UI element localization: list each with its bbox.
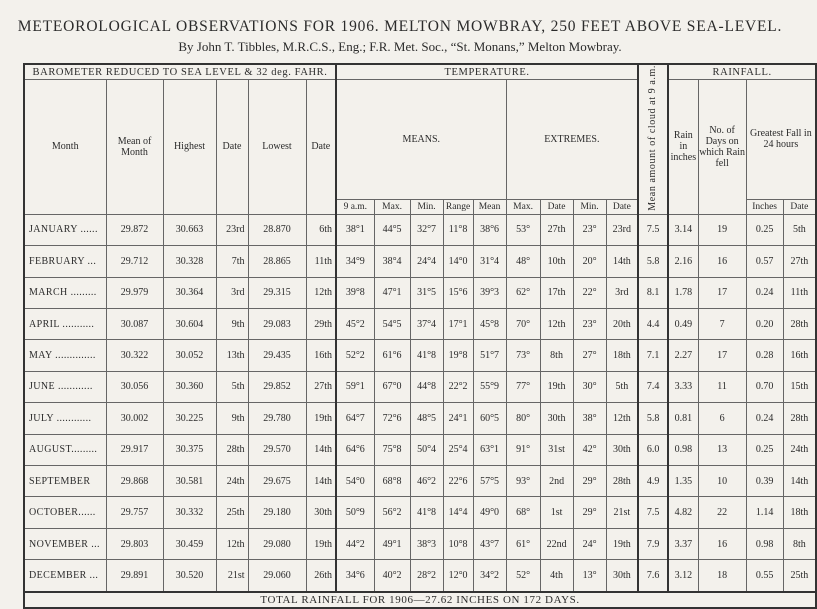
temp-9am: 38°1: [336, 214, 374, 245]
extreme-max-date: 1st: [540, 497, 573, 528]
highest-date: 13th: [216, 340, 248, 371]
greatest-fall-inches: 0.28: [746, 340, 783, 371]
lowest-date: 30th: [306, 497, 336, 528]
temp-range: 15°6: [443, 277, 473, 308]
extreme-max: 70°: [506, 308, 540, 339]
extreme-max-date: 30th: [540, 403, 573, 434]
extreme-min: 30°: [573, 371, 606, 402]
temp-range: 14°0: [443, 246, 473, 277]
greatest-fall-inches: 0.25: [746, 214, 783, 245]
extreme-min-date: 30th: [606, 434, 638, 465]
temp-mean-max: 72°6: [374, 403, 410, 434]
lowest-date-header: Date: [306, 80, 336, 215]
lowest-pressure: 29.315: [248, 277, 306, 308]
extreme-max: 68°: [506, 497, 540, 528]
lowest-date: 6th: [306, 214, 336, 245]
lowest-date: 27th: [306, 371, 336, 402]
cloud-amount: 7.5: [638, 497, 668, 528]
temp-mean-max: 68°8: [374, 466, 410, 497]
cloud-amount: 8.1: [638, 277, 668, 308]
temp-range: 14°4: [443, 497, 473, 528]
temp-mean-max: 49°1: [374, 528, 410, 559]
temp-mean: 63°1: [473, 434, 506, 465]
extreme-max-date: 27th: [540, 214, 573, 245]
temp-mean: 34°2: [473, 560, 506, 592]
temp-mean-min: 31°5: [410, 277, 443, 308]
extreme-min: 29°: [573, 497, 606, 528]
rain-days: 6: [698, 403, 746, 434]
greatest-inches-header: Inches: [746, 199, 783, 214]
month-name: OCTOBER......: [24, 497, 106, 528]
greatest-fall-inches: 0.98: [746, 528, 783, 559]
cloud-amount: 7.9: [638, 528, 668, 559]
nine-am-header: 9 a.m.: [336, 199, 374, 214]
lowest-pressure: 29.435: [248, 340, 306, 371]
extreme-min-date: 28th: [606, 466, 638, 497]
table-row: [24, 371, 816, 402]
temp-mean-max: 44°5: [374, 214, 410, 245]
extreme-min-date: 21st: [606, 497, 638, 528]
temp-mean-min: 46°2: [410, 466, 443, 497]
greatest-fall-date: 5th: [783, 214, 816, 245]
table-row: [24, 214, 816, 245]
table-row: [24, 528, 816, 559]
extreme-max-date: 10th: [540, 246, 573, 277]
lowest-date: 16th: [306, 340, 336, 371]
highest-pressure: 30.332: [163, 497, 216, 528]
highest-pressure: 30.375: [163, 434, 216, 465]
mean-pressure: 29.868: [106, 466, 163, 497]
month-name: APRIL ...........: [24, 308, 106, 339]
rain-days: 17: [698, 277, 746, 308]
temp-9am: 64°6: [336, 434, 374, 465]
temp-range: 11°8: [443, 214, 473, 245]
highest-date: 9th: [216, 403, 248, 434]
barometer-header: BAROMETER REDUCED TO SEA LEVEL & 32 deg. FAHR.: [24, 64, 336, 80]
lowest-pressure: 29.780: [248, 403, 306, 434]
extreme-max-date: 4th: [540, 560, 573, 592]
observations-table: [23, 63, 817, 609]
month-name: SEPTEMBER: [24, 466, 106, 497]
rain-days: 11: [698, 371, 746, 402]
greatest-fall-date: 28th: [783, 308, 816, 339]
temp-mean-min: 48°5: [410, 403, 443, 434]
rain-inches: 1.35: [668, 466, 698, 497]
temp-mean-max: 75°8: [374, 434, 410, 465]
extreme-max: 61°: [506, 528, 540, 559]
extreme-min: 13°: [573, 560, 606, 592]
highest-pressure: 30.604: [163, 308, 216, 339]
table-row: [24, 340, 816, 371]
temperature-header: TEMPERATURE.: [336, 64, 638, 80]
table-row: [24, 466, 816, 497]
greatest-fall-date: 8th: [783, 528, 816, 559]
temp-mean-min: 41°8: [410, 340, 443, 371]
temp-9am: 39°8: [336, 277, 374, 308]
extreme-min: 23°: [573, 214, 606, 245]
temp-mean-max: 54°5: [374, 308, 410, 339]
extreme-max-date: 31st: [540, 434, 573, 465]
temp-mean-min: 38°3: [410, 528, 443, 559]
rain-inches: 2.27: [668, 340, 698, 371]
highest-date: 23rd: [216, 214, 248, 245]
extreme-min-date: 12th: [606, 403, 638, 434]
rain-days: 16: [698, 528, 746, 559]
extreme-min: 24°: [573, 528, 606, 559]
greatest-fall-inches: 0.57: [746, 246, 783, 277]
cloud-amount: 7.6: [638, 560, 668, 592]
table-row: [24, 434, 816, 465]
extreme-max: 80°: [506, 403, 540, 434]
highest-date: 12th: [216, 528, 248, 559]
greatest-fall-date: 18th: [783, 497, 816, 528]
greatest-fall-inches: 0.39: [746, 466, 783, 497]
lowest-pressure: 28.870: [248, 214, 306, 245]
table-row: [24, 497, 816, 528]
greatest-fall-inches: 0.20: [746, 308, 783, 339]
highest-pressure: 30.663: [163, 214, 216, 245]
rain-inches: 1.78: [668, 277, 698, 308]
highest-pressure: 30.364: [163, 277, 216, 308]
temp-range: 22°6: [443, 466, 473, 497]
extreme-min-date: 19th: [606, 528, 638, 559]
rain-inches: 3.14: [668, 214, 698, 245]
highest-pressure: 30.459: [163, 528, 216, 559]
table-row: [24, 246, 816, 277]
temp-range: 25°4: [443, 434, 473, 465]
lowest-date: 19th: [306, 403, 336, 434]
cloud-amount: 7.5: [638, 214, 668, 245]
extreme-max: 53°: [506, 214, 540, 245]
extreme-min-date: 23rd: [606, 214, 638, 245]
lowest-pressure: 29.080: [248, 528, 306, 559]
rain-inches: 0.98: [668, 434, 698, 465]
extreme-min-date: 20th: [606, 308, 638, 339]
temp-mean: 60°5: [473, 403, 506, 434]
lowest-pressure: 28.865: [248, 246, 306, 277]
temp-mean-max: 61°6: [374, 340, 410, 371]
extreme-min: 22°: [573, 277, 606, 308]
extreme-max: 48°: [506, 246, 540, 277]
cloud-amount: 6.0: [638, 434, 668, 465]
rain-inches: 3.12: [668, 560, 698, 592]
cloud-amount: 5.8: [638, 246, 668, 277]
greatest-fall-inches: 1.14: [746, 497, 783, 528]
rain-inches: 0.81: [668, 403, 698, 434]
rain-inches: 0.49: [668, 308, 698, 339]
table-row: [24, 560, 816, 592]
temp-mean-min: 37°4: [410, 308, 443, 339]
mean-pressure: 29.712: [106, 246, 163, 277]
highest-pressure: 30.581: [163, 466, 216, 497]
greatest-fall-date: 25th: [783, 560, 816, 592]
extreme-min-date-header: Date: [606, 199, 638, 214]
cloud-amount: 4.4: [638, 308, 668, 339]
lowest-pressure: 29.675: [248, 466, 306, 497]
month-name: JULY ............: [24, 403, 106, 434]
highest-date: 28th: [216, 434, 248, 465]
rain-inches: 4.82: [668, 497, 698, 528]
temp-mean-min: 24°4: [410, 246, 443, 277]
temp-mean-max: 38°4: [374, 246, 410, 277]
temp-mean: 31°4: [473, 246, 506, 277]
highest-date: 7th: [216, 246, 248, 277]
extreme-max: 93°: [506, 466, 540, 497]
temp-mean: 51°7: [473, 340, 506, 371]
extreme-max-date: 22nd: [540, 528, 573, 559]
table-row: [24, 277, 816, 308]
total-rainfall-footer: TOTAL RAINFALL FOR 1906—27.62 INCHES ON 172 DAYS.: [24, 592, 816, 608]
lowest-pressure: 29.180: [248, 497, 306, 528]
mean-min-header: Min.: [410, 199, 443, 214]
rain-inches: 3.33: [668, 371, 698, 402]
extreme-min-date: 5th: [606, 371, 638, 402]
rain-days: 13: [698, 434, 746, 465]
temp-range: 10°8: [443, 528, 473, 559]
temp-mean-max: 47°1: [374, 277, 410, 308]
month-name: AUGUST.........: [24, 434, 106, 465]
highest-date: 9th: [216, 308, 248, 339]
extreme-min: 27°: [573, 340, 606, 371]
mean-max-header: Max.: [374, 199, 410, 214]
temp-mean: 38°6: [473, 214, 506, 245]
extreme-min-date: 14th: [606, 246, 638, 277]
lowest-date: 14th: [306, 434, 336, 465]
lowest-date: 12th: [306, 277, 336, 308]
lowest-date: 26th: [306, 560, 336, 592]
cloud-header: Mean amount of cloud at 9 a.m.: [638, 64, 668, 214]
highest-date: 24th: [216, 466, 248, 497]
lowest-pressure: 29.083: [248, 308, 306, 339]
lowest-header: Lowest: [248, 80, 306, 215]
mean-pressure: 29.757: [106, 497, 163, 528]
cloud-amount: 5.8: [638, 403, 668, 434]
mean-pressure: 30.087: [106, 308, 163, 339]
means-header: MEANS.: [336, 80, 506, 200]
rain-days-header: No. of Days on which Rain fell: [698, 80, 746, 215]
extreme-max-header: Max.: [506, 199, 540, 214]
temp-mean: 39°3: [473, 277, 506, 308]
month-name: JUNE ............: [24, 371, 106, 402]
highest-pressure: 30.052: [163, 340, 216, 371]
extreme-max-date: 8th: [540, 340, 573, 371]
month-name: MAY ..............: [24, 340, 106, 371]
rain-in-inches-header: Rain in inches: [668, 80, 698, 215]
month-name: JANUARY ......: [24, 214, 106, 245]
lowest-date: 29th: [306, 308, 336, 339]
temp-mean-min: 50°4: [410, 434, 443, 465]
extreme-min-header: Min.: [573, 199, 606, 214]
greatest-date-header: Date: [783, 199, 816, 214]
highest-date: 21st: [216, 560, 248, 592]
temp-mean: 49°0: [473, 497, 506, 528]
page-title: METEOROLOGICAL OBSERVATIONS FOR 1906. MELTON MOWBRAY, 250 FEET ABOVE SEA-LEVEL.: [17, 18, 783, 35]
greatest-fall-inches: 0.70: [746, 371, 783, 402]
rainfall-header: RAINFALL.: [668, 64, 816, 80]
temp-9am: 34°6: [336, 560, 374, 592]
temp-mean-max: 67°0: [374, 371, 410, 402]
mean-header: Mean: [473, 199, 506, 214]
rain-days: 19: [698, 214, 746, 245]
table-row: [24, 403, 816, 434]
rain-days: 16: [698, 246, 746, 277]
highest-date: 25th: [216, 497, 248, 528]
table-row: [24, 308, 816, 339]
mean-pressure: 30.322: [106, 340, 163, 371]
lowest-pressure: 29.060: [248, 560, 306, 592]
extreme-max: 77°: [506, 371, 540, 402]
greatest-fall-inches: 0.25: [746, 434, 783, 465]
month-name: NOVEMBER ...: [24, 528, 106, 559]
mean-of-month-header: Mean of Month: [106, 80, 163, 215]
greatest-fall-date: 11th: [783, 277, 816, 308]
mean-pressure: 29.872: [106, 214, 163, 245]
month-header: Month: [24, 80, 106, 215]
temp-9am: 44°2: [336, 528, 374, 559]
temp-range: 12°0: [443, 560, 473, 592]
extreme-min-date: 30th: [606, 560, 638, 592]
mean-pressure: 29.891: [106, 560, 163, 592]
extremes-header: EXTREMES.: [506, 80, 638, 200]
temp-9am: 50°9: [336, 497, 374, 528]
temp-9am: 64°7: [336, 403, 374, 434]
temp-9am: 34°9: [336, 246, 374, 277]
extreme-max-date-header: Date: [540, 199, 573, 214]
extreme-max: 52°: [506, 560, 540, 592]
page-subtitle: By John T. Tibbles, M.R.C.S., Eng.; F.R. Met. Soc., “St. Monans,” Melton Mowbray.: [178, 39, 622, 54]
greatest-fall-date: 16th: [783, 340, 816, 371]
highest-header: Highest: [163, 80, 216, 215]
lowest-date: 19th: [306, 528, 336, 559]
rain-days: 10: [698, 466, 746, 497]
cloud-amount: 4.9: [638, 466, 668, 497]
temp-mean: 55°9: [473, 371, 506, 402]
temp-mean-min: 28°2: [410, 560, 443, 592]
lowest-pressure: 29.852: [248, 371, 306, 402]
highest-pressure: 30.360: [163, 371, 216, 402]
extreme-min: 23°: [573, 308, 606, 339]
extreme-min: 29°: [573, 466, 606, 497]
extreme-min-date: 18th: [606, 340, 638, 371]
rain-inches: 2.16: [668, 246, 698, 277]
greatest-fall-date: 27th: [783, 246, 816, 277]
temp-range: 22°2: [443, 371, 473, 402]
mean-pressure: 30.056: [106, 371, 163, 402]
temp-mean: 43°7: [473, 528, 506, 559]
extreme-max: 91°: [506, 434, 540, 465]
extreme-min: 20°: [573, 246, 606, 277]
temp-9am: 45°2: [336, 308, 374, 339]
extreme-max-date: 17th: [540, 277, 573, 308]
extreme-min: 42°: [573, 434, 606, 465]
temp-range: 17°1: [443, 308, 473, 339]
mean-pressure: 30.002: [106, 403, 163, 434]
extreme-max-date: 12th: [540, 308, 573, 339]
greatest-fall-date: 24th: [783, 434, 816, 465]
temp-range: 19°8: [443, 340, 473, 371]
highest-date-header: Date: [216, 80, 248, 215]
highest-date: 3rd: [216, 277, 248, 308]
temp-mean-min: 32°7: [410, 214, 443, 245]
temp-mean-max: 56°2: [374, 497, 410, 528]
temp-9am: 59°1: [336, 371, 374, 402]
extreme-max: 62°: [506, 277, 540, 308]
rain-inches: 3.37: [668, 528, 698, 559]
greatest-fall-inches: 0.55: [746, 560, 783, 592]
temp-mean: 45°8: [473, 308, 506, 339]
rain-days: 22: [698, 497, 746, 528]
lowest-date: 11th: [306, 246, 336, 277]
lowest-pressure: 29.570: [248, 434, 306, 465]
cloud-amount: 7.1: [638, 340, 668, 371]
extreme-min: 38°: [573, 403, 606, 434]
temp-mean: 57°5: [473, 466, 506, 497]
temp-mean-max: 40°2: [374, 560, 410, 592]
highest-pressure: 30.328: [163, 246, 216, 277]
temp-9am: 52°2: [336, 340, 374, 371]
mean-pressure: 29.803: [106, 528, 163, 559]
range-header: Range: [443, 199, 473, 214]
month-name: MARCH .........: [24, 277, 106, 308]
greatest-fall-inches: 0.24: [746, 277, 783, 308]
rain-days: 18: [698, 560, 746, 592]
highest-pressure: 30.225: [163, 403, 216, 434]
temp-mean-min: 41°8: [410, 497, 443, 528]
temp-mean-min: 44°8: [410, 371, 443, 402]
lowest-date: 14th: [306, 466, 336, 497]
rain-days: 17: [698, 340, 746, 371]
extreme-max-date: 2nd: [540, 466, 573, 497]
greatest-fall-date: 14th: [783, 466, 816, 497]
greatest-fall-date: 28th: [783, 403, 816, 434]
extreme-max-date: 19th: [540, 371, 573, 402]
temp-range: 24°1: [443, 403, 473, 434]
extreme-max: 73°: [506, 340, 540, 371]
greatest-fall-inches: 0.24: [746, 403, 783, 434]
greatest-fall-date: 15th: [783, 371, 816, 402]
mean-pressure: 29.917: [106, 434, 163, 465]
rain-days: 7: [698, 308, 746, 339]
mean-pressure: 29.979: [106, 277, 163, 308]
temp-9am: 54°0: [336, 466, 374, 497]
highest-pressure: 30.520: [163, 560, 216, 592]
greatest-fall-header: Greatest Fall in 24 hours: [746, 80, 816, 200]
month-name: DECEMBER ...: [24, 560, 106, 592]
month-name: FEBRUARY ...: [24, 246, 106, 277]
highest-date: 5th: [216, 371, 248, 402]
extreme-min-date: 3rd: [606, 277, 638, 308]
cloud-amount: 7.4: [638, 371, 668, 402]
